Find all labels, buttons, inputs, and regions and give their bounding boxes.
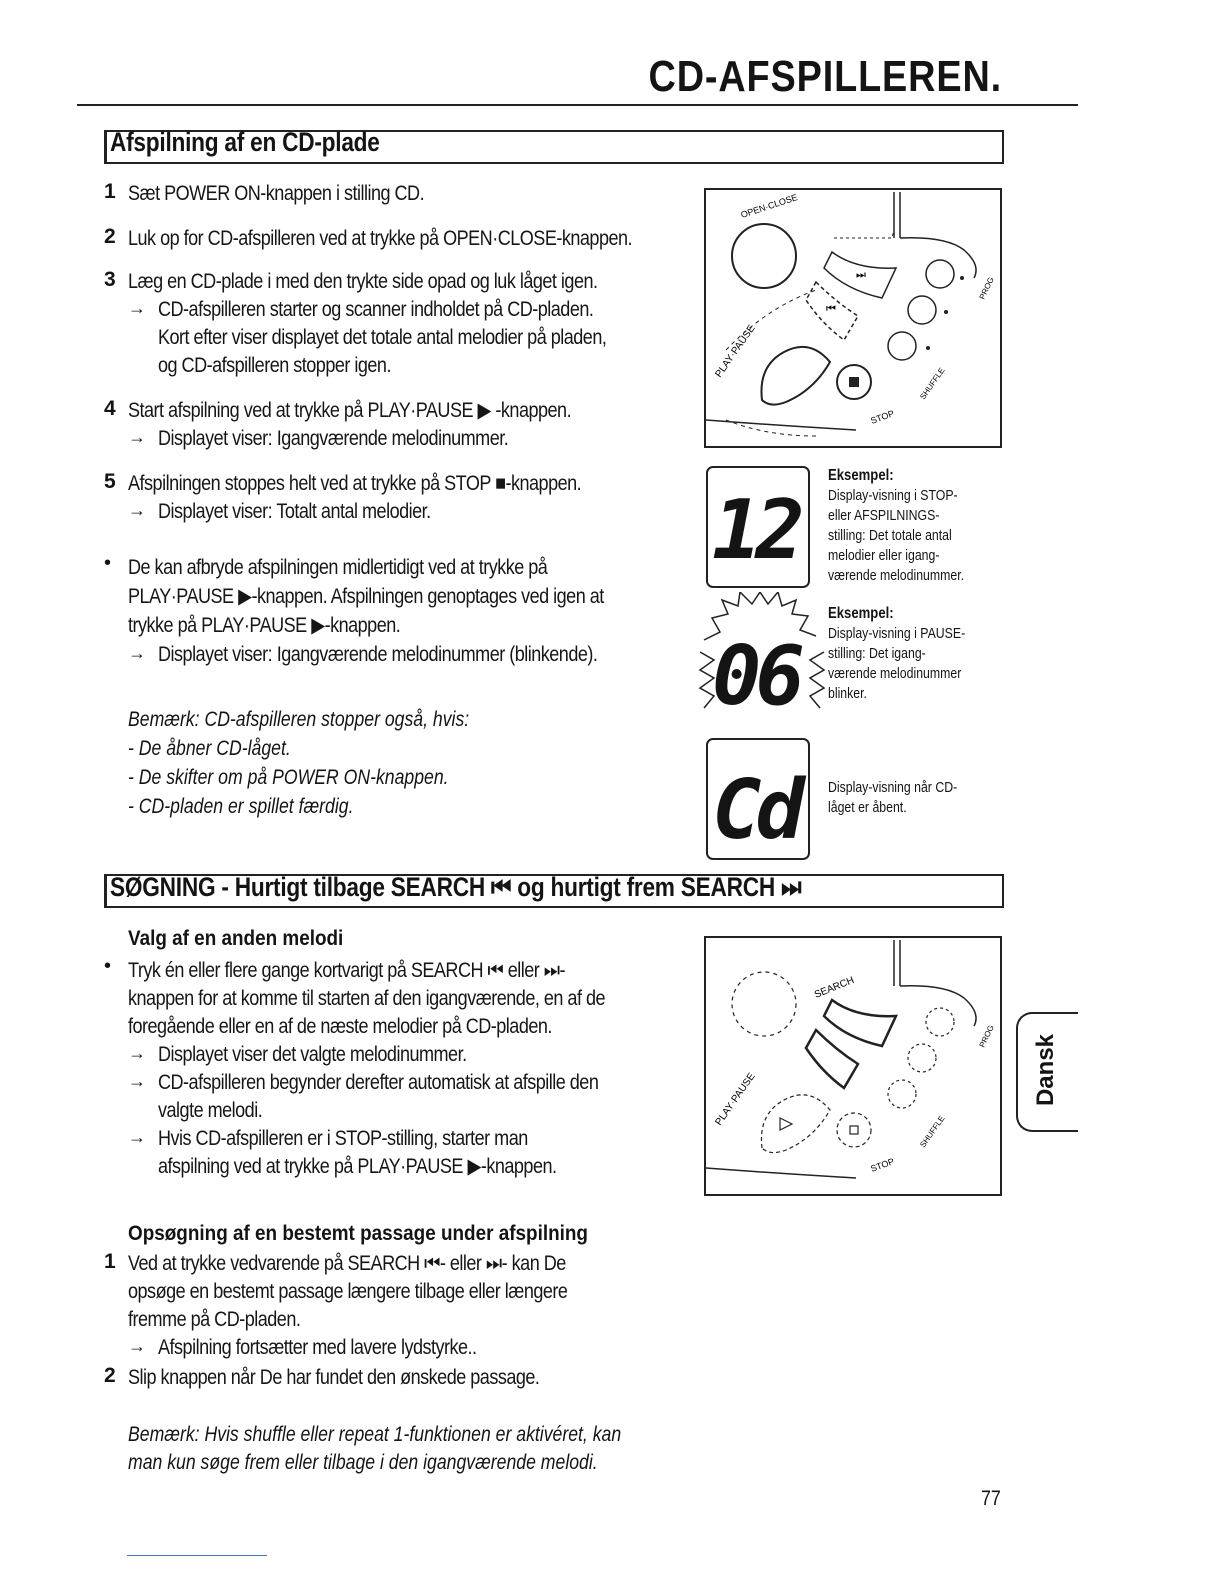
step-text: Ved at trykke vedvarende på SEARCH ⏮- eller ⏭- kan De — [128, 1252, 566, 1275]
note-line: Bemærk: Hvis shuffle eller repeat 1-funktionen er aktivéret, kan — [128, 1423, 622, 1446]
display-caption-line: stilling: Det totale antal — [828, 527, 952, 544]
stop-icon — [850, 1126, 858, 1134]
search-label: SEARCH — [813, 974, 856, 1001]
result-text: Displayet viser: Totalt antal melodier. — [158, 500, 431, 523]
step-number: 2 — [104, 1364, 116, 1387]
stop-label: STOP — [869, 408, 896, 426]
bullet-dot: • — [104, 955, 112, 977]
language-tab-label: Dansk — [1032, 1033, 1060, 1107]
display-caption-line: blinker. — [828, 685, 867, 702]
note-line: - CD-pladen er spillet færdig. — [128, 795, 354, 818]
step-text: Afspilningen stoppes helt ved at trykke på STOP ■-knappen. — [128, 472, 582, 495]
section-heading: Afspilning af en CD-plade — [110, 127, 380, 157]
result-arrow-icon: → — [128, 1043, 146, 1063]
shuffle-label: SHUFFLE — [918, 366, 947, 402]
result-arrow-icon: → — [128, 500, 146, 520]
bullet-text: PLAY·PAUSE ▶-knappen. Afspilningen genoptages ved igen at — [128, 585, 604, 608]
result-arrow-icon: → — [128, 427, 146, 447]
result-text: CD-afspilleren begynder derefter automatisk at afspille den — [158, 1071, 599, 1094]
result-text: Displayet viser: Igangværende melodinummer (blinkende). — [158, 643, 598, 666]
subsection-title: Opsøgning af en bestemt passage under afspilning — [128, 1222, 588, 1245]
bullet-dot: • — [104, 552, 112, 574]
stop-icon — [849, 377, 859, 387]
play-pause-button-shape — [761, 347, 830, 405]
result-text: Displayet viser: Igangværende melodinummer. — [158, 427, 509, 450]
result-text: Afspilning fortsætter med lavere lydstyrke.. — [158, 1336, 477, 1359]
open-close-button-shape — [732, 224, 796, 288]
result-text: valgte melodi. — [158, 1099, 263, 1122]
display-caption-line: Display-visning i STOP- — [828, 487, 958, 504]
result-text: og CD-afspilleren stopper igen. — [158, 354, 391, 377]
step-text: opsøge en bestemt passage længere tilbage eller længere — [128, 1280, 568, 1303]
note-line: man kun søge frem eller tilbage i den igangværende melodi. — [128, 1451, 598, 1474]
search-diagram — [704, 936, 1002, 1196]
prev-icon: ⏮ — [826, 303, 836, 315]
display-caption-line: eller AFSPILNINGS- — [828, 507, 940, 524]
bullet-text: foregående eller en af de næste melodier på CD-pladen. — [128, 1015, 552, 1038]
step-text: Slip knappen når De har fundet den ønskede passage. — [128, 1366, 540, 1389]
result-text: afspilning ved at trykke på PLAY·PAUSE ▶-knappen. — [158, 1155, 557, 1178]
bullet-text: Tryk én eller flere gange kortvarigt på SEARCH ⏮ eller ⏭- — [128, 959, 566, 982]
result-text: Kort efter viser displayet det totale antal melodier på pladen, — [158, 326, 607, 349]
search-prev-button-shape — [806, 1030, 858, 1088]
result-text: CD-afspilleren starter og scanner indholdet på CD-pladen. — [158, 298, 594, 321]
play-icon — [780, 1118, 792, 1130]
result-arrow-icon: → — [128, 298, 146, 318]
step-number: 5 — [104, 470, 116, 493]
subsection-title: Valg af en anden melodi — [128, 927, 344, 950]
display-caption-line: Display-visning i PAUSE- — [828, 625, 966, 642]
player-diagram-drawing — [706, 190, 1000, 446]
note-line: - De åbner CD-låget. — [128, 737, 291, 760]
display-caption-line: låget er åbent. — [828, 799, 907, 816]
lcd-display-value: 06 — [712, 629, 799, 724]
step-number: 3 — [104, 268, 116, 291]
section-heading: SØGNING - Hurtigt tilbage SEARCH ⏮ og hurtigt frem SEARCH ⏭ — [110, 872, 802, 902]
step-text: Sæt POWER ON-knappen i stilling CD. — [128, 182, 425, 205]
step-number: 1 — [104, 1250, 116, 1273]
prog-label: PROG — [977, 275, 996, 301]
display-caption — [828, 604, 965, 704]
search-diagram-drawing — [706, 938, 1000, 1194]
result-text: Hvis CD-afspilleren er i STOP-stilling, starter man — [158, 1127, 528, 1150]
language-tab-label-wrap — [1016, 1012, 1076, 1128]
step-text: Start afspilning ved at trykke på PLAY·PAUSE ▶ -knappen. — [128, 399, 572, 422]
shuffle-label: SHUFFLE — [918, 1114, 947, 1150]
header-rule — [77, 104, 1078, 106]
display-caption-line: melodier eller igang- — [828, 547, 940, 564]
search-next-button-shape — [824, 1000, 896, 1046]
prog-label: PROG — [977, 1023, 996, 1049]
player-diagram — [704, 188, 1002, 448]
bullet-text: knappen for at komme til starten af den igangværende, en af de — [128, 987, 606, 1010]
step-text: Læg en CD-plade i med den trykte side opad og luk låget igen. — [128, 270, 598, 293]
step-number: 2 — [104, 225, 116, 248]
display-caption-title: Eksempel: — [828, 467, 894, 484]
result-text: Displayet viser det valgte melodinummer. — [158, 1043, 467, 1066]
bullet-text: De kan afbryde afspilningen midlertidigt ved at trykke på — [128, 556, 548, 579]
step-number: 1 — [104, 180, 116, 203]
result-arrow-icon: → — [128, 643, 146, 663]
display-caption — [828, 778, 957, 818]
page-number: 77 — [981, 1487, 1001, 1510]
step-text: fremme på CD-pladen. — [128, 1308, 301, 1331]
open-close-label: OPEN·CLOSE — [739, 192, 799, 220]
page-title: CD-AFSPILLEREN. — [648, 52, 1002, 101]
footer-rule — [127, 1555, 267, 1556]
stop-label: STOP — [869, 1156, 896, 1174]
result-arrow-icon: → — [128, 1336, 146, 1356]
display-caption-line: værende melodinummer — [828, 665, 962, 682]
lcd-display-value: 12 — [712, 483, 799, 578]
section-heading-bar — [104, 874, 107, 906]
display-caption-line: stilling: Det igang- — [828, 645, 926, 662]
lcd-display-value: Cd — [712, 763, 799, 858]
next-icon: ⏭ — [856, 269, 866, 281]
display-caption-title: Eksempel: — [828, 605, 894, 622]
display-caption-line: værende melodinummer. — [828, 567, 965, 584]
display-caption — [828, 466, 964, 586]
play-pause-label: PLAY·PAUSE — [713, 1071, 758, 1128]
section-heading-bar — [104, 130, 107, 162]
step-text: Luk op for CD-afspilleren ved at trykke på OPEN·CLOSE-knappen. — [128, 227, 633, 250]
display-caption-line: Display-visning når CD- — [828, 779, 958, 796]
result-arrow-icon: → — [128, 1071, 146, 1091]
bullet-text: trykke på PLAY·PAUSE ▶-knappen. — [128, 614, 401, 637]
result-arrow-icon: → — [128, 1127, 146, 1147]
note-line: Bemærk: CD-afspilleren stopper også, hvis: — [128, 708, 470, 731]
play-pause-label: PLAY·PAUSE — [713, 323, 758, 380]
step-number: 4 — [104, 397, 116, 420]
note-line: - De skifter om på POWER ON-knappen. — [128, 766, 449, 789]
